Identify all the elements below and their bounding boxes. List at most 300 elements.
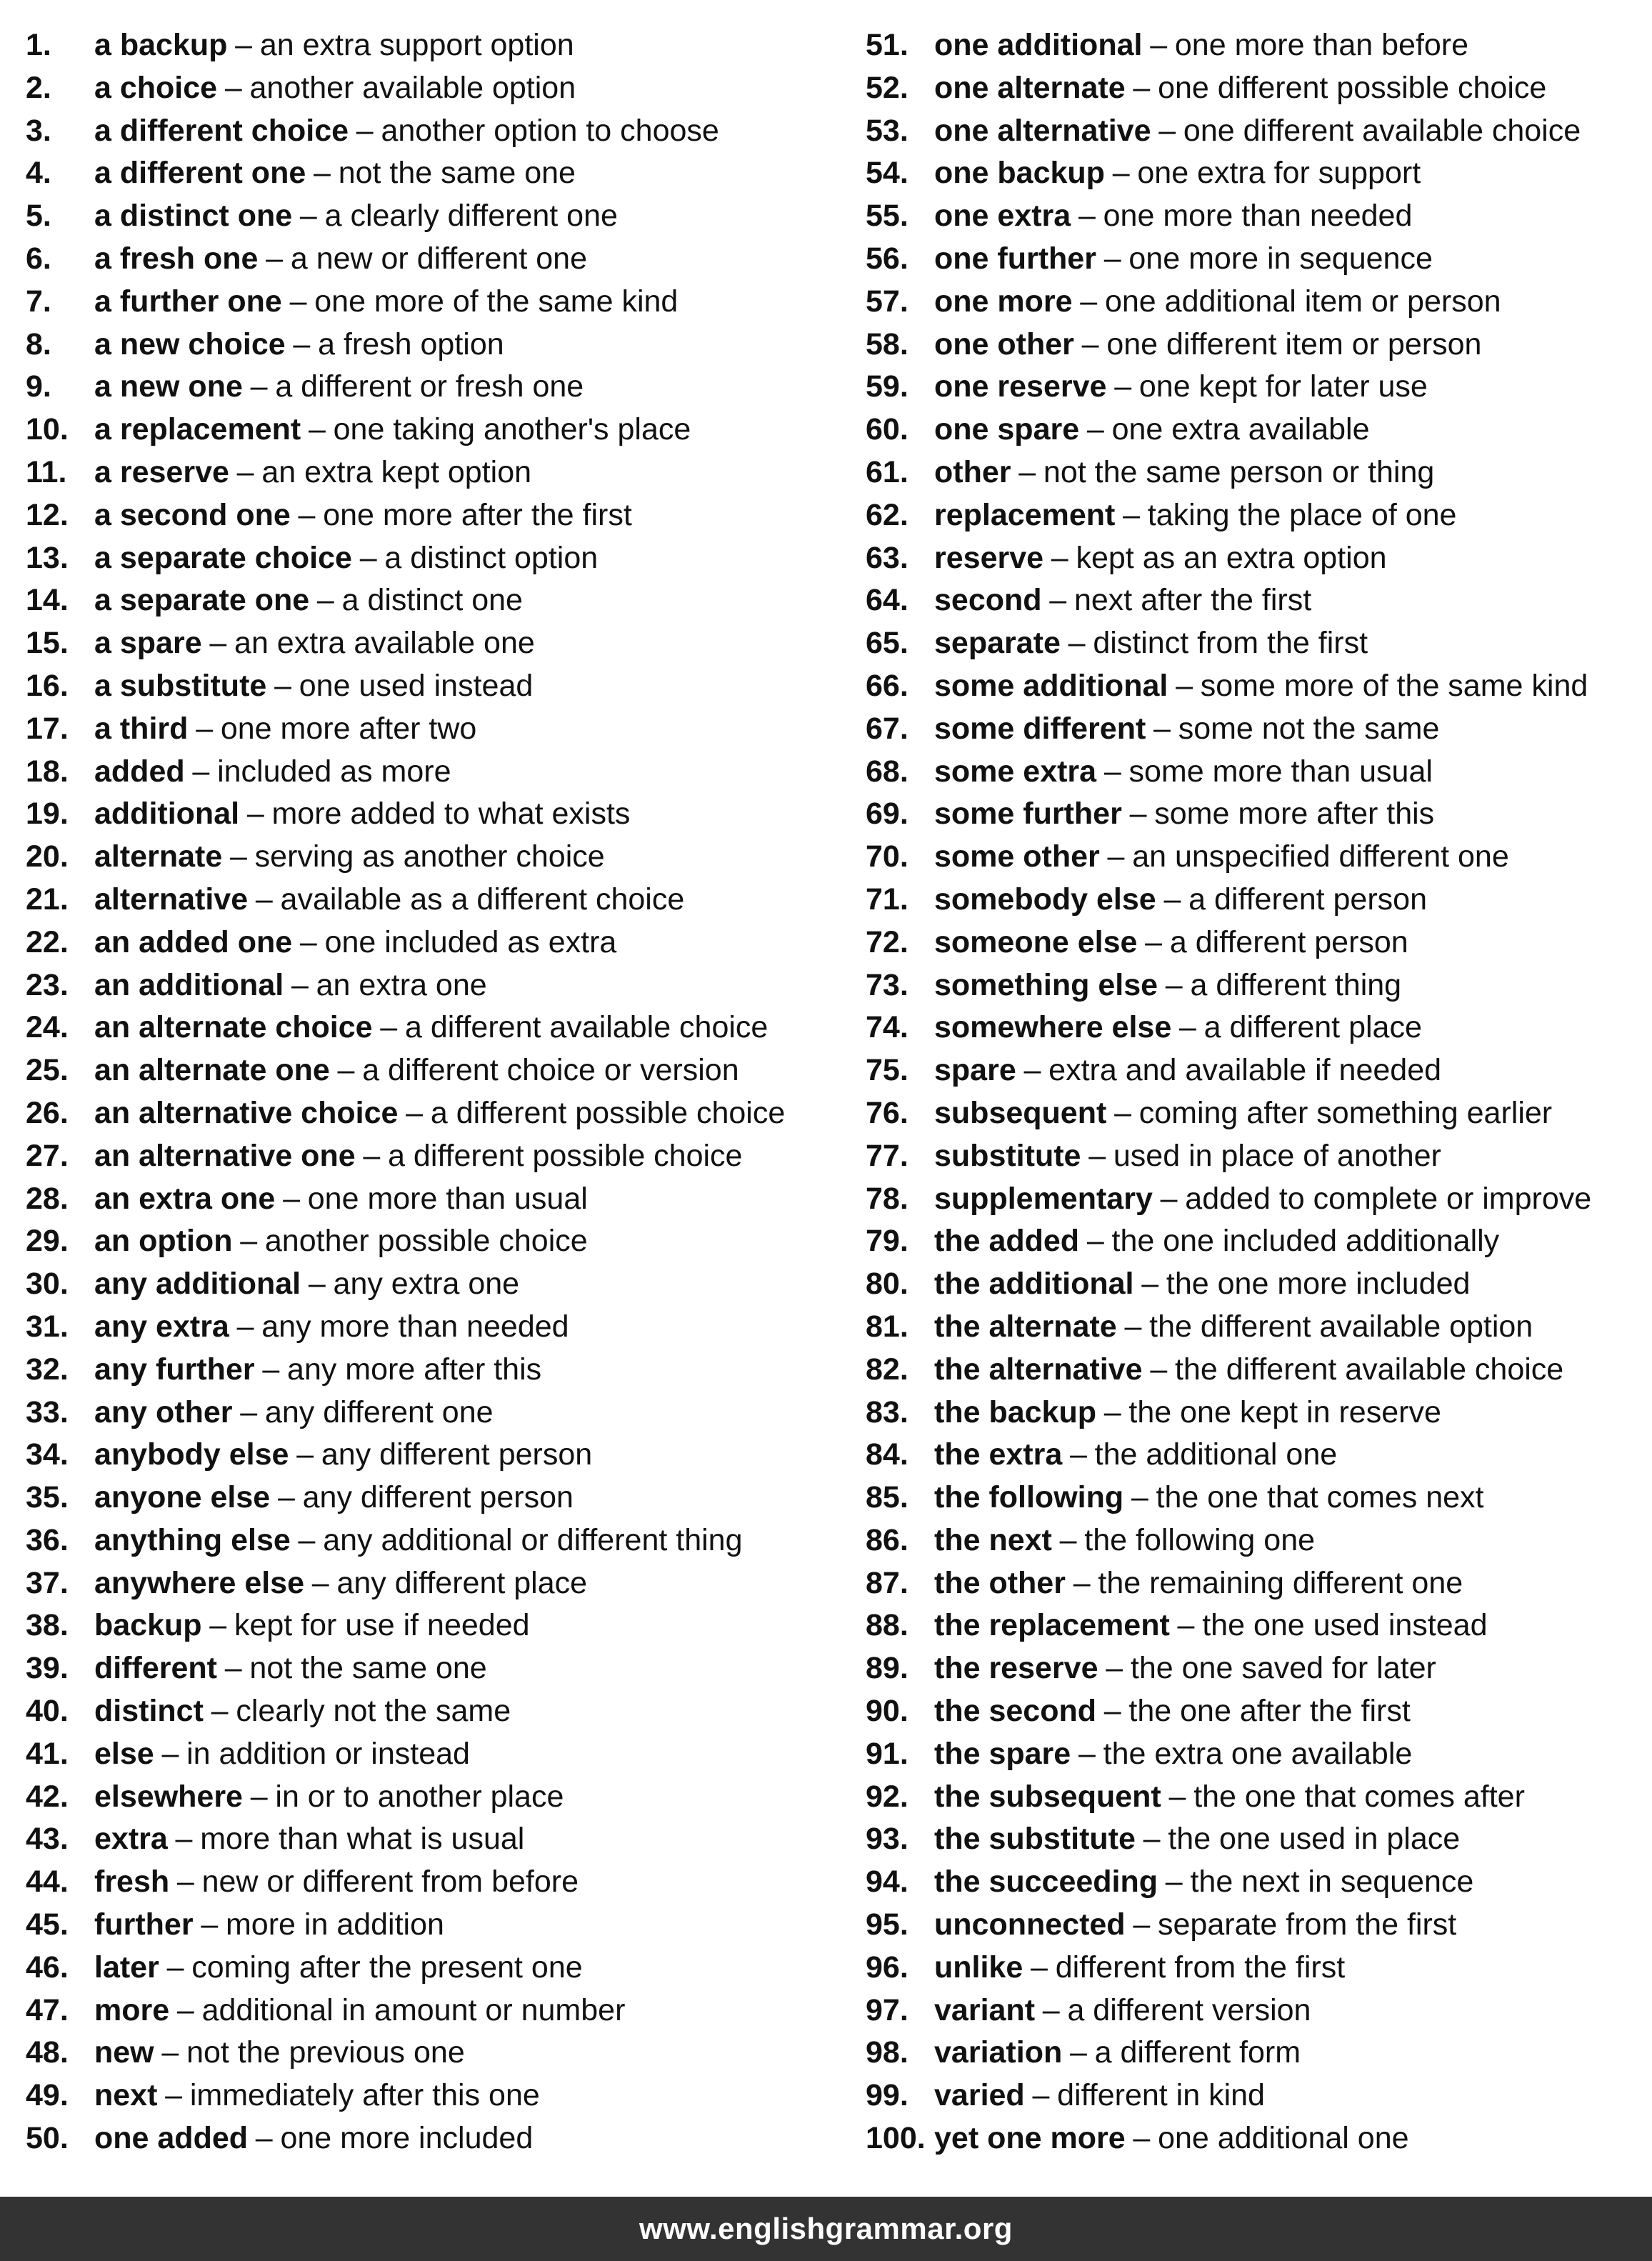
item-definition: extra and available if needed bbox=[1048, 1053, 1442, 1088]
list-item bbox=[26, 622, 847, 665]
item-term: the next bbox=[934, 1522, 1052, 1557]
item-term: variant bbox=[934, 1992, 1036, 2027]
item-term: a spare bbox=[94, 626, 202, 661]
word-list bbox=[0, 24, 1652, 2162]
item-term: a substitute bbox=[94, 668, 267, 703]
item-separator: – bbox=[224, 1651, 242, 1686]
list-item bbox=[866, 1904, 1651, 1947]
list-item bbox=[26, 922, 847, 964]
item-separator: – bbox=[224, 70, 242, 105]
list-item bbox=[866, 1647, 1651, 1690]
item-separator: – bbox=[1086, 1224, 1104, 1259]
item-number: 1. bbox=[26, 28, 51, 62]
item-number: 30. bbox=[26, 1267, 69, 1302]
item-definition: not the previous one bbox=[186, 2035, 465, 2070]
item-term: further bbox=[94, 1907, 194, 1942]
item-definition: a different or fresh one bbox=[275, 369, 584, 404]
item-definition: the different available choice bbox=[1174, 1352, 1564, 1387]
item-definition: more added to what exists bbox=[271, 797, 631, 832]
item-number: 33. bbox=[26, 1394, 69, 1429]
item-definition: different in kind bbox=[1057, 2078, 1265, 2113]
item-number: 77. bbox=[866, 1138, 908, 1173]
item-term: anything else bbox=[94, 1522, 291, 1557]
list-item bbox=[26, 1733, 847, 1776]
item-definition: any different place bbox=[336, 1565, 588, 1600]
item-definition: a different choice or version bbox=[362, 1053, 739, 1088]
item-term: the subsequent bbox=[934, 1779, 1161, 1814]
item-number: 67. bbox=[866, 711, 908, 746]
item-term: a different one bbox=[94, 156, 306, 191]
list-item bbox=[866, 1220, 1651, 1263]
item-separator: – bbox=[337, 1053, 355, 1088]
item-term: an additional bbox=[94, 967, 284, 1002]
list-item bbox=[26, 1861, 847, 1904]
item-term: some additional bbox=[934, 668, 1168, 703]
item-separator: – bbox=[1114, 369, 1132, 404]
item-definition: the one included additionally bbox=[1111, 1224, 1500, 1259]
item-definition: in or to another place bbox=[275, 1779, 564, 1814]
item-separator: – bbox=[1158, 113, 1176, 148]
item-definition: a different version bbox=[1067, 1992, 1311, 2027]
item-definition: an unspecified different one bbox=[1132, 839, 1509, 874]
item-separator: – bbox=[176, 1992, 194, 2027]
list-item bbox=[26, 67, 847, 110]
list-item bbox=[866, 67, 1651, 110]
item-separator: – bbox=[1150, 1352, 1168, 1387]
list-item bbox=[26, 1818, 847, 1861]
item-number: 38. bbox=[26, 1608, 69, 1643]
item-definition: a different person bbox=[1169, 924, 1408, 959]
website-url[interactable]: www.englishgrammar.org bbox=[639, 2212, 1013, 2245]
item-number: 81. bbox=[866, 1309, 908, 1344]
item-definition: one used instead bbox=[299, 668, 534, 703]
item-definition: available as a different choice bbox=[280, 882, 685, 917]
item-number: 63. bbox=[866, 540, 908, 575]
list-item bbox=[26, 1392, 847, 1434]
item-definition: the one more included bbox=[1166, 1267, 1471, 1302]
list-item bbox=[26, 751, 847, 794]
item-definition: coming after the present one bbox=[191, 1950, 583, 1985]
item-separator: – bbox=[1131, 1480, 1148, 1515]
item-number: 57. bbox=[866, 284, 908, 319]
item-definition: any extra one bbox=[333, 1267, 520, 1302]
list-item bbox=[26, 1263, 847, 1306]
item-number: 14. bbox=[26, 583, 69, 618]
item-separator: – bbox=[316, 583, 334, 618]
item-separator: – bbox=[1103, 754, 1121, 789]
item-definition: another available option bbox=[249, 70, 576, 105]
item-definition: a different possible choice bbox=[430, 1095, 786, 1130]
list-item bbox=[26, 324, 847, 366]
item-definition: used in place of another bbox=[1113, 1138, 1441, 1173]
item-number: 16. bbox=[26, 668, 69, 703]
item-term: one reserve bbox=[934, 369, 1107, 404]
item-number: 17. bbox=[26, 711, 69, 746]
item-definition: a new or different one bbox=[290, 241, 587, 276]
item-separator: – bbox=[1123, 497, 1141, 532]
item-term: the additional bbox=[934, 1267, 1134, 1302]
item-term: replacement bbox=[934, 497, 1116, 532]
item-separator: – bbox=[274, 668, 291, 703]
item-number: 22. bbox=[26, 924, 69, 959]
item-term: different bbox=[94, 1651, 217, 1686]
list-item bbox=[26, 1562, 847, 1605]
item-term: the spare bbox=[934, 1736, 1071, 1771]
item-definition: the one that comes after bbox=[1193, 1779, 1525, 1814]
item-separator: – bbox=[240, 1394, 258, 1429]
item-term: a backup bbox=[94, 28, 228, 62]
list-item bbox=[866, 1690, 1651, 1733]
item-number: 86. bbox=[866, 1522, 908, 1557]
item-term: someone else bbox=[934, 924, 1138, 959]
item-definition: a different thing bbox=[1190, 967, 1402, 1002]
list-item bbox=[866, 579, 1651, 622]
item-number: 99. bbox=[866, 2078, 908, 2113]
item-number: 97. bbox=[866, 1992, 908, 2027]
list-item bbox=[26, 1007, 847, 1049]
item-separator: – bbox=[363, 1138, 381, 1173]
item-term: added bbox=[94, 754, 185, 789]
item-term: one alternate bbox=[934, 70, 1126, 105]
item-term: alternate bbox=[94, 839, 223, 874]
item-number: 52. bbox=[866, 70, 908, 105]
item-term: a reserve bbox=[94, 454, 229, 489]
item-number: 24. bbox=[26, 1010, 69, 1045]
item-term: an alternate choice bbox=[94, 1010, 373, 1045]
item-definition: one different possible choice bbox=[1158, 70, 1547, 105]
item-definition: additional in amount or number bbox=[201, 1992, 626, 2027]
item-number: 32. bbox=[26, 1352, 69, 1387]
item-separator: – bbox=[1165, 1865, 1183, 1900]
item-separator: – bbox=[201, 1907, 219, 1942]
item-definition: coming after something earlier bbox=[1138, 1095, 1553, 1130]
item-term: an extra one bbox=[94, 1181, 276, 1216]
item-definition: any different person bbox=[302, 1480, 574, 1515]
item-number: 92. bbox=[866, 1779, 908, 1814]
item-term: subsequent bbox=[934, 1095, 1107, 1130]
item-separator: – bbox=[1165, 967, 1183, 1002]
item-number: 18. bbox=[26, 754, 69, 789]
item-term: elsewhere bbox=[94, 1779, 243, 1814]
list-item bbox=[26, 1092, 847, 1135]
list-item bbox=[866, 1519, 1651, 1562]
item-definition: the one saved for later bbox=[1130, 1651, 1436, 1686]
list-item bbox=[26, 24, 847, 67]
list-item bbox=[866, 281, 1651, 324]
list-item bbox=[866, 836, 1651, 879]
item-number: 10. bbox=[26, 412, 69, 447]
item-definition: a different form bbox=[1094, 2035, 1301, 2070]
item-number: 37. bbox=[26, 1565, 69, 1600]
item-definition: different from the first bbox=[1055, 1950, 1346, 1985]
list-item bbox=[26, 579, 847, 622]
item-number: 95. bbox=[866, 1907, 908, 1942]
item-separator: – bbox=[1153, 711, 1171, 746]
list-item bbox=[866, 622, 1651, 665]
list-item bbox=[26, 1776, 847, 1819]
item-number: 53. bbox=[866, 113, 908, 148]
item-definition: one different available choice bbox=[1183, 113, 1581, 148]
item-definition: one more than usual bbox=[307, 1181, 588, 1216]
item-term: a third bbox=[94, 711, 189, 746]
item-number: 50. bbox=[26, 2121, 69, 2156]
list-item bbox=[26, 2117, 847, 2160]
left-column bbox=[26, 24, 847, 2162]
item-term: backup bbox=[94, 1608, 202, 1643]
item-term: the succeeding bbox=[934, 1865, 1158, 1900]
list-item bbox=[26, 1604, 847, 1647]
item-term: an option bbox=[94, 1224, 233, 1259]
item-number: 83. bbox=[866, 1394, 908, 1429]
item-separator: – bbox=[406, 1095, 424, 1130]
item-term: somebody else bbox=[934, 882, 1156, 917]
item-number: 98. bbox=[866, 2035, 908, 2070]
item-number: 35. bbox=[26, 1480, 69, 1515]
item-definition: the one that comes next bbox=[1156, 1480, 1484, 1515]
list-item bbox=[26, 1904, 847, 1947]
list-item bbox=[26, 1135, 847, 1178]
item-number: 61. bbox=[866, 454, 908, 489]
item-number: 89. bbox=[866, 1651, 908, 1686]
item-separator: – bbox=[1176, 668, 1193, 703]
list-item bbox=[866, 1263, 1651, 1306]
item-number: 100. bbox=[866, 2121, 926, 2156]
item-separator: – bbox=[230, 839, 247, 874]
item-number: 64. bbox=[866, 583, 908, 618]
item-term: anywhere else bbox=[94, 1565, 305, 1600]
item-separator: – bbox=[1031, 1950, 1048, 1985]
item-number: 76. bbox=[866, 1095, 908, 1130]
item-definition: the different available option bbox=[1149, 1309, 1533, 1344]
item-definition: one more after two bbox=[220, 711, 477, 746]
item-number: 26. bbox=[26, 1095, 69, 1130]
list-item bbox=[866, 1818, 1651, 1861]
list-item bbox=[26, 1178, 847, 1221]
item-number: 42. bbox=[26, 1779, 69, 1814]
item-definition: in addition or instead bbox=[186, 1736, 470, 1771]
item-separator: – bbox=[235, 28, 253, 62]
item-separator: – bbox=[1088, 1138, 1106, 1173]
item-definition: one different item or person bbox=[1106, 326, 1482, 361]
item-term: a separate one bbox=[94, 583, 310, 618]
item-term: a distinct one bbox=[94, 199, 293, 234]
item-separator: – bbox=[1059, 1522, 1077, 1557]
list-item bbox=[26, 1690, 847, 1733]
list-item bbox=[26, 793, 847, 836]
item-term: somewhere else bbox=[934, 1010, 1172, 1045]
item-term: second bbox=[934, 583, 1042, 618]
item-term: an alternate one bbox=[94, 1053, 330, 1088]
item-number: 62. bbox=[866, 497, 908, 532]
item-separator: – bbox=[1163, 882, 1181, 917]
item-separator: – bbox=[1018, 454, 1036, 489]
item-number: 23. bbox=[26, 967, 69, 1002]
list-item bbox=[866, 2117, 1651, 2160]
list-item bbox=[866, 964, 1651, 1007]
item-separator: – bbox=[176, 1865, 194, 1900]
item-term: a different choice bbox=[94, 113, 349, 148]
item-number: 7. bbox=[26, 284, 51, 319]
item-number: 85. bbox=[866, 1480, 908, 1515]
list-item bbox=[866, 1392, 1651, 1434]
item-number: 51. bbox=[866, 28, 908, 62]
item-separator: – bbox=[209, 626, 227, 661]
item-separator: – bbox=[1073, 1565, 1091, 1600]
item-definition: one more of the same kind bbox=[314, 284, 679, 319]
item-number: 74. bbox=[866, 1010, 908, 1045]
item-definition: a distinct one bbox=[341, 583, 523, 618]
item-separator: – bbox=[255, 882, 273, 917]
item-number: 40. bbox=[26, 1694, 69, 1729]
item-definition: kept for use if needed bbox=[234, 1608, 530, 1643]
item-term: extra bbox=[94, 1822, 168, 1857]
item-separator: – bbox=[1103, 1694, 1121, 1729]
item-number: 44. bbox=[26, 1865, 69, 1900]
list-item bbox=[866, 1733, 1651, 1776]
item-number: 5. bbox=[26, 199, 51, 234]
item-number: 31. bbox=[26, 1309, 69, 1344]
item-definition: a different place bbox=[1203, 1010, 1422, 1045]
list-item bbox=[26, 451, 847, 494]
list-item bbox=[26, 537, 847, 580]
item-term: additional bbox=[94, 797, 240, 832]
item-definition: not the same person or thing bbox=[1043, 454, 1435, 489]
item-term: the other bbox=[934, 1565, 1066, 1600]
item-term: one further bbox=[934, 241, 1096, 276]
item-separator: – bbox=[298, 1522, 316, 1557]
item-definition: one included as extra bbox=[324, 924, 617, 959]
item-separator: – bbox=[1133, 2121, 1151, 2156]
list-item bbox=[26, 1990, 847, 2032]
item-definition: the one kept in reserve bbox=[1128, 1394, 1441, 1429]
item-term: anybody else bbox=[94, 1437, 289, 1472]
item-separator: – bbox=[359, 540, 377, 575]
list-item bbox=[866, 24, 1651, 67]
item-number: 84. bbox=[866, 1437, 908, 1472]
item-separator: – bbox=[1070, 1437, 1087, 1472]
item-number: 11. bbox=[26, 454, 67, 489]
item-separator: – bbox=[1069, 2035, 1087, 2070]
item-definition: any more after this bbox=[287, 1352, 542, 1387]
list-item bbox=[866, 195, 1651, 238]
item-number: 12. bbox=[26, 497, 69, 532]
list-item bbox=[26, 110, 847, 153]
item-separator: – bbox=[1032, 2078, 1050, 2113]
list-item bbox=[866, 879, 1651, 922]
item-definition: some more after this bbox=[1154, 797, 1435, 832]
item-term: varied bbox=[934, 2078, 1025, 2113]
item-separator: – bbox=[291, 967, 309, 1002]
item-number: 54. bbox=[866, 156, 908, 191]
item-number: 4. bbox=[26, 156, 51, 191]
item-definition: the one used instead bbox=[1202, 1608, 1488, 1643]
item-definition: a different person bbox=[1188, 882, 1427, 917]
item-separator: – bbox=[1078, 1736, 1096, 1771]
item-term: variation bbox=[934, 2035, 1063, 2070]
item-definition: included as more bbox=[217, 754, 451, 789]
list-item bbox=[26, 409, 847, 451]
item-separator: – bbox=[175, 1822, 193, 1857]
list-item bbox=[866, 537, 1651, 580]
right-column bbox=[866, 24, 1651, 2162]
item-term: reserve bbox=[934, 540, 1044, 575]
item-number: 46. bbox=[26, 1950, 69, 1985]
item-term: one alternative bbox=[934, 113, 1151, 148]
item-definition: more than what is usual bbox=[200, 1822, 525, 1857]
item-separator: – bbox=[1143, 1822, 1161, 1857]
item-term: any additional bbox=[94, 1267, 301, 1302]
item-definition: one more included bbox=[280, 2121, 534, 2156]
item-number: 41. bbox=[26, 1736, 69, 1771]
item-definition: any more than needed bbox=[261, 1309, 569, 1344]
item-separator: – bbox=[308, 412, 326, 447]
item-term: a second one bbox=[94, 497, 291, 532]
item-term: one spare bbox=[934, 412, 1080, 447]
item-definition: some not the same bbox=[1178, 711, 1440, 746]
item-number: 91. bbox=[866, 1736, 908, 1771]
item-number: 70. bbox=[866, 839, 908, 874]
item-separator: – bbox=[1150, 28, 1168, 62]
item-separator: – bbox=[1133, 70, 1151, 105]
item-number: 34. bbox=[26, 1437, 69, 1472]
item-definition: a fresh option bbox=[318, 326, 504, 361]
item-number: 71. bbox=[866, 882, 908, 917]
item-definition: clearly not the same bbox=[236, 1694, 511, 1729]
list-item bbox=[26, 152, 847, 195]
item-definition: one additional one bbox=[1158, 2121, 1409, 2156]
item-definition: more in addition bbox=[225, 1907, 444, 1942]
item-separator: – bbox=[299, 924, 317, 959]
item-definition: the one after the first bbox=[1128, 1694, 1411, 1729]
item-term: something else bbox=[934, 967, 1158, 1002]
list-item bbox=[866, 751, 1651, 794]
item-number: 49. bbox=[26, 2078, 69, 2113]
item-separator: – bbox=[308, 1267, 326, 1302]
list-item bbox=[866, 1049, 1651, 1092]
item-separator: – bbox=[209, 1608, 227, 1643]
item-definition: one more in sequence bbox=[1128, 241, 1433, 276]
item-separator: – bbox=[311, 1565, 329, 1600]
list-item bbox=[866, 1135, 1651, 1178]
item-separator: – bbox=[356, 113, 374, 148]
item-number: 65. bbox=[866, 626, 908, 661]
item-definition: a clearly different one bbox=[324, 199, 618, 234]
item-term: some other bbox=[934, 839, 1100, 874]
item-separator: – bbox=[250, 369, 268, 404]
item-definition: immediately after this one bbox=[189, 2078, 540, 2113]
list-item bbox=[866, 1306, 1651, 1349]
list-item bbox=[866, 1349, 1651, 1392]
item-number: 48. bbox=[26, 2035, 69, 2070]
list-item bbox=[866, 324, 1651, 366]
item-definition: new or different from before bbox=[201, 1865, 579, 1900]
list-item bbox=[866, 708, 1651, 751]
item-term: any extra bbox=[94, 1309, 229, 1344]
item-separator: – bbox=[1049, 583, 1067, 618]
item-term: some further bbox=[934, 797, 1122, 832]
item-term: an alternative choice bbox=[94, 1095, 399, 1130]
item-term: any further bbox=[94, 1352, 255, 1387]
list-item bbox=[866, 1861, 1651, 1904]
item-term: unconnected bbox=[934, 1907, 1126, 1942]
item-number: 20. bbox=[26, 839, 69, 874]
item-definition: some more than usual bbox=[1128, 754, 1433, 789]
item-number: 66. bbox=[866, 668, 908, 703]
list-item bbox=[26, 238, 847, 281]
list-item bbox=[866, 1477, 1651, 1519]
item-definition: one additional item or person bbox=[1104, 284, 1501, 319]
item-definition: the additional one bbox=[1094, 1437, 1338, 1472]
